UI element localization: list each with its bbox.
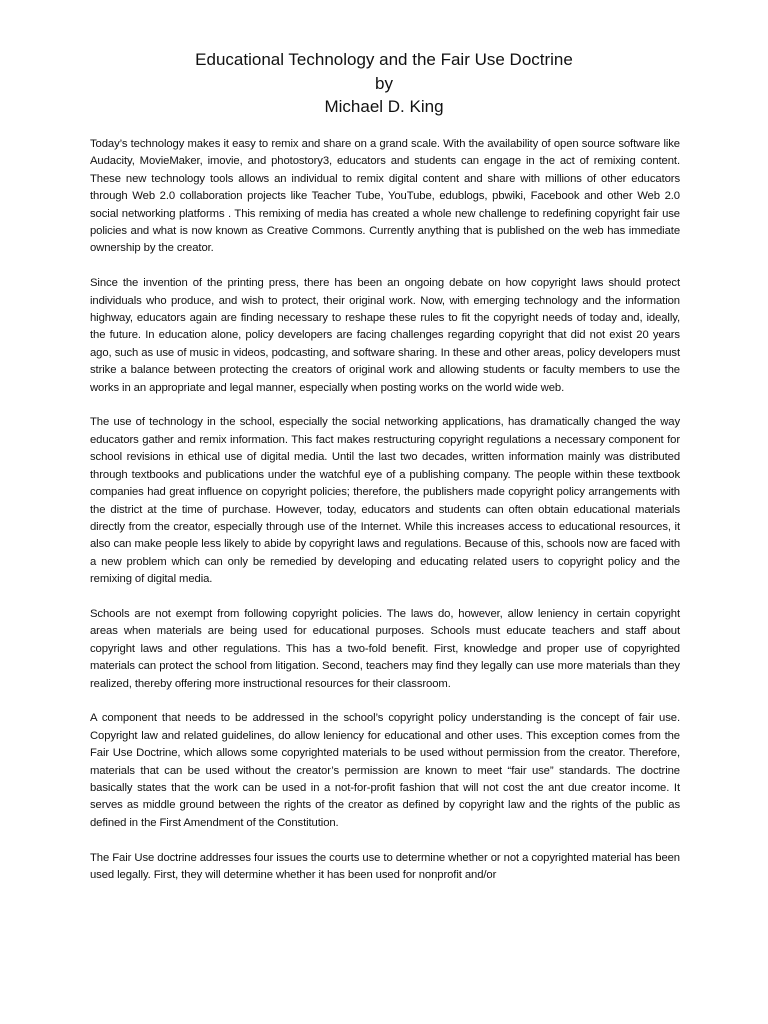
- paragraph-3: The use of technology in the school, especially the social networking applications, has dramatically changed the way educators gather and remix information. This fact makes restructuring copyright regulations a necessary component for school revisions in ethical use of digital media. Until the last two decades, written information mainly was distributed through textbooks and publications under the watchful eye of a publishing company. The people within these textbook companies had great influence on copyright policies; therefore, the publishers made copyright policy arrangements with the district at the time of purchase. However, today, educators and students can often obtain educational materials directly from the creator, especially through use of the Internet. While this increases access to educational resources, it also can make people less likely to abide by copyright laws and regulations. Because of this, schools now are faced with a new problem which can only be remedied by developing and educating related users to copyright policy and the remixing of digital media.: [90, 416, 680, 586]
- author-name: Michael D. King: [324, 97, 444, 116]
- paragraph-4: Schools are not exempt from following copyright policies. The laws do, however, allow leniency in certain copyright areas when materials are being used for educational purposes. Schools must educate teachers and staff about copyright laws and other regulations. This has a two-fold benefit. First, knowledge and proper use of copyrighted materials can protect the school from litigation. Second, teachers may find they legally can use more materials than they realized, thereby offering more instructional resources for their classroom.: [90, 607, 680, 690]
- byline-by: by: [375, 73, 393, 93]
- document-title: Educational Technology and the Fair Use Doctrine: [195, 50, 573, 69]
- paragraph-1: Today’s technology makes it easy to remix and share on a grand scale. With the availability of open source software like Audacity, MovieMaker, imovie, and photostory3, educators and students can engage in the act of remixing content. These new technology tools allows an individual to remix digital content and share with millions of other educators through Web 2.0 collaboration projects like Teacher Tube, YouTube, edublogs, pbwiki, Facebook and other Web 2.0 social networking platforms . This remixing of media has created a whole new challenge to redefining copyright fair use policies and what is now known as Creative Commons. Currently anything that is published on the web has immediate ownership by the creator.: [90, 138, 680, 255]
- paragraph-6: The Fair Use doctrine addresses four issues the courts use to determine whether or not a copyrighted material has been used legally. First, they will determine whether it has been used for nonprofit and/or: [90, 851, 680, 881]
- document-body: [90, 136, 680, 902]
- paragraph-5: A component that needs to be addressed in the school’s copyright policy understanding is the concept of fair use. Copyright law and related guidelines, do allow leniency for educational and other uses. This exception comes from the Fair Use Doctrine, which allows some copyrighted materials to be used without permission from the creator. Therefore, materials that can be used without the creator’s permission are known to meet “fair use” standards. The doctrine basically states that the work can be used in a not-for-profit fashion that will not cost the ant due creator income. It serves as middle ground between the rights of the creator as defined by copyright law and the rights of the public as defined in the First Amendment of the Constitution.: [90, 712, 680, 829]
- paragraph-2: Since the invention of the printing press, there has been an ongoing debate on how copyright laws should protect individuals who produce, and wish to protect, their original work. Now, with emerging technology and the information highway, educators again are finding necessary to reshape these rules to fit the copyright needs of today and, ideally, the future. In education alone, policy developers are facing challenges regarding copyright that did not exist 20 years ago, such as use of music in videos, podcasting, and software sharing. In these and other areas, policy developers must strike a balance between protecting the creators of original work and allowing students or faculty members to use the works in an appropriate and legal manner, especially when posting works on the world wide web.: [90, 277, 680, 394]
- title-block: [0, 48, 768, 119]
